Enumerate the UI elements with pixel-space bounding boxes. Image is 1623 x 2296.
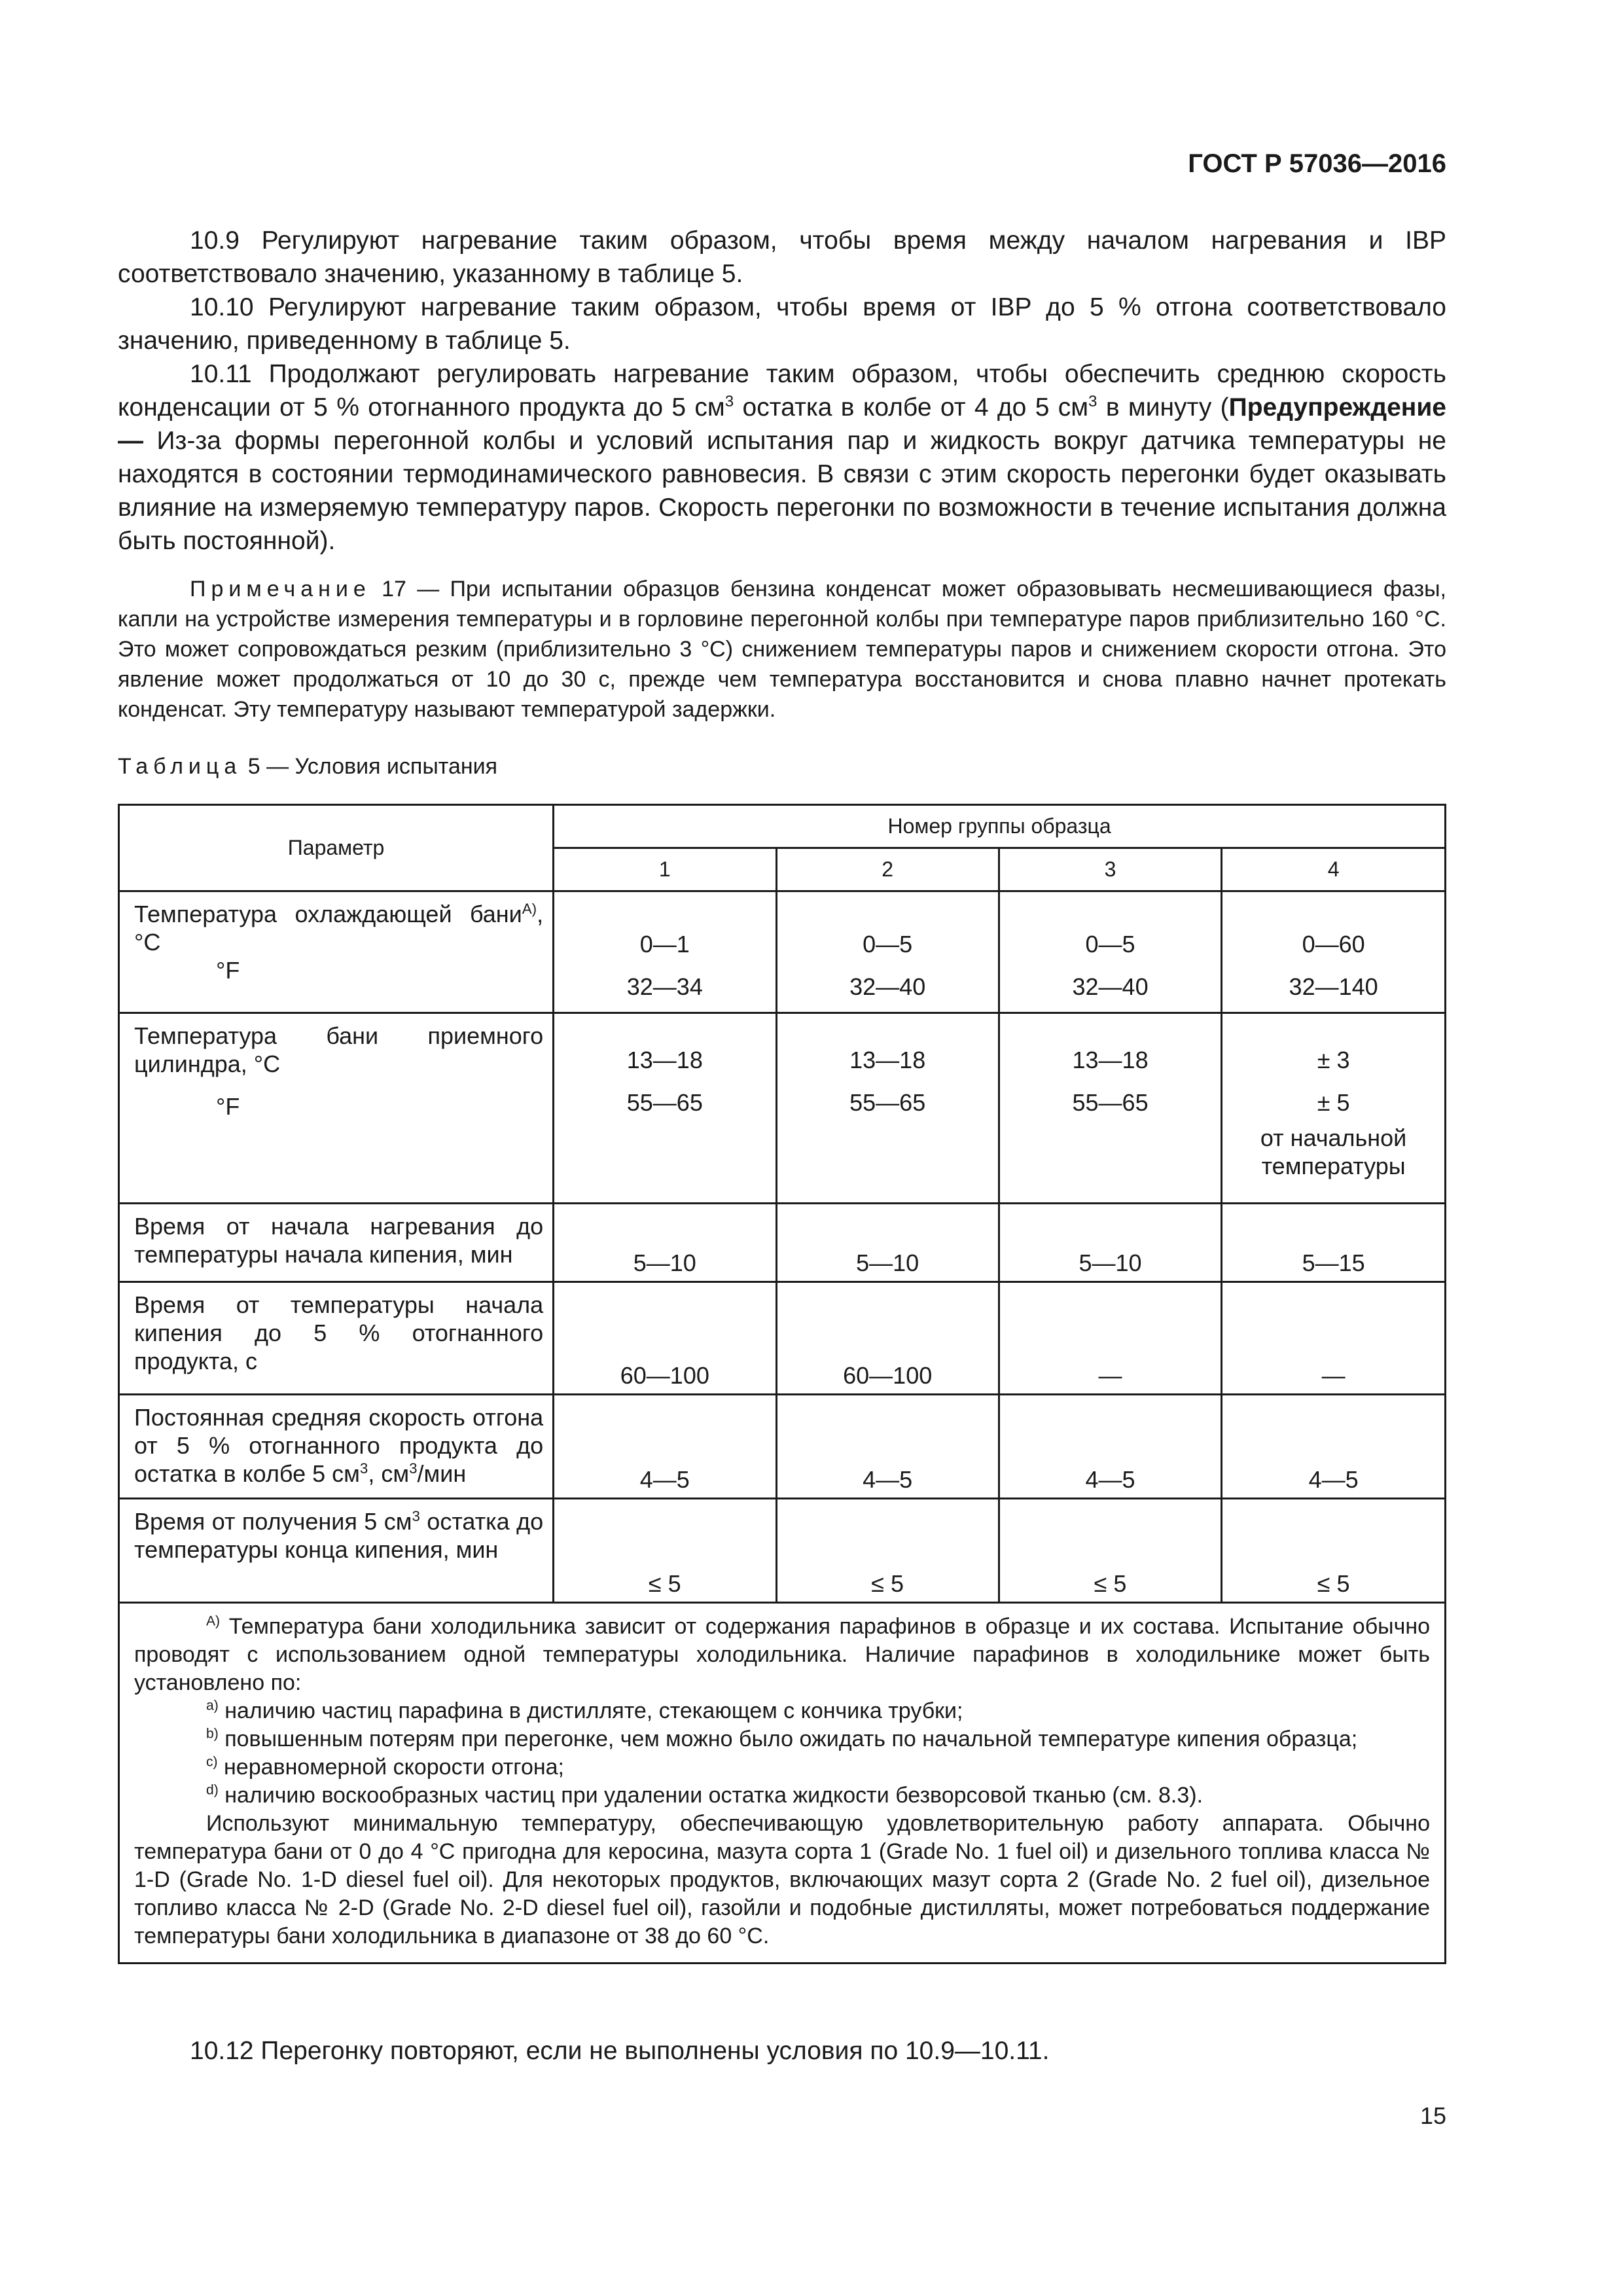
row-label: Время от температуры начала кипения до 5 % отогнанного продукта, с — [119, 1282, 554, 1395]
footnote-item: $^{c)}$ неравномерной скорости отгона; — [206, 1754, 565, 1780]
table-cell: 5—10 — [776, 1204, 999, 1282]
table-cell: 0—1 32—34 — [554, 891, 776, 1013]
table-cell: 60—100 — [554, 1282, 776, 1395]
table-cell: 0—5 32—40 — [999, 891, 1221, 1013]
table-row — [119, 891, 1446, 1013]
table-cell: 5—10 — [554, 1204, 776, 1282]
table-footnote-row — [119, 1603, 1446, 1964]
table-caption: Таблица 5 — Условия испытания — [118, 754, 498, 779]
table-cell: 4—5 — [554, 1395, 776, 1499]
row-label: Время от начала нагревания до температуры начала кипения, мин — [119, 1204, 554, 1282]
table-cell: — — [999, 1282, 1221, 1395]
table-row — [119, 1395, 1446, 1499]
table-cell: 4—5 — [776, 1395, 999, 1499]
row-label: Постоянная средняя скорость отгона от 5 % отогнанного продукта до остатка в колбе 5 $см^3$, $см^3$/мин — [119, 1395, 554, 1499]
table-row — [119, 1204, 1446, 1282]
test-conditions-table — [118, 804, 1446, 1964]
note-17: Примечание 17 — При испытании образцов бензина конденсат может образовывать несмешивающиеся фазы, капли на устройстве измерения температуры и в горловине перегонной колбы при температуре паров приблизительно 160 °С. Это может сопровождаться резким (приблизительно 3 °С) снижением температуры паров и снижением скорости отгона. Это явление может продолжаться от 10 до 30 с, прежде чем температура восстановится и снова плавно начнет протекать конденсат. Эту температуру называют температурой задержки. — [118, 577, 1446, 722]
table-cell: 60—100 — [776, 1282, 999, 1395]
paragraph-10-10: 10.10 Регулируют нагревание таким образом, чтобы время от IBP до 5 % отгона соответствовало значению, приведенному в таблице 5. — [118, 293, 1446, 355]
group-number: 3 — [999, 848, 1221, 891]
row-label: Температура бани приемного цилиндра, °С °F — [119, 1013, 554, 1204]
footnote-item: $^{b)}$ повышенным потерям при перегонке, чем можно было ожидать по начальной температуре кипения образца; — [206, 1726, 1358, 1751]
table-cell: 0—60 32—140 — [1222, 891, 1446, 1013]
table-cell: 13—18 55—65 — [776, 1013, 999, 1204]
table-cell: 13—18 55—65 — [554, 1013, 776, 1204]
table-cell: ≤ 5 — [554, 1499, 776, 1603]
table-row — [119, 1499, 1446, 1603]
document-code: ГОСТ Р 57036—2016 — [1188, 149, 1446, 178]
group-number: 4 — [1222, 848, 1446, 891]
table-row — [119, 1282, 1446, 1395]
table-cell: 4—5 — [999, 1395, 1221, 1499]
paragraph-10-11: 10.11 Продолжают регулировать нагревание таким образом, чтобы обеспечить среднюю скорость конденсации от 5 % отогнанного продукта до 5 $см^3$ остатка в колбе от 4 до 5 $см^3$ в минуту (Предупреждение — Из-за формы перегонной колбы и условий испытания пар и жидкость вокруг датчика температуры не находятся в состоянии термодинамического равновесия. В связи с этим скорость перегонки будет оказывать влияние на измеряемую температуру паров. Скорость перегонки по возможности в течение испытания должна быть постоянной). — [118, 360, 1446, 555]
footnote-item: $^{d)}$ наличию воскообразных частиц при удалении остатка жидкости безворсовой тканью (см. 8.3). — [206, 1782, 1204, 1808]
footnote-a: $^{А)}$ Температура бани холодильника зависит от содержания парафинов в образце и их состава. Испытание обычно проводят с использованием одной температуры холодильника. Наличие парафинов в холодильнике может быть установлено по: — [134, 1613, 1430, 1695]
paragraph-10-12: 10.12 Перегонку повторяют, если не выполнены условия по 10.9—10.11. — [190, 2037, 1050, 2065]
table-cell: 5—10 — [999, 1204, 1221, 1282]
paragraph-10-9: 10.9 Регулируют нагревание таким образом, чтобы время между началом нагревания и IBP соответствовало значению, указанному в таблице 5. — [118, 226, 1446, 288]
row-label: Время от получения 5 $см^3$ остатка до температуры конца кипения, мин — [119, 1499, 554, 1603]
footnote-item: $^{а)}$ наличию частиц парафина в дистилляте, стекающем с кончика трубки; — [206, 1698, 963, 1723]
column-header-group: Номер группы образца — [554, 805, 1446, 848]
table-cell: 4—5 — [1222, 1395, 1446, 1499]
column-header-parameter: Параметр — [119, 805, 554, 891]
body-paragraphs — [118, 224, 1446, 558]
group-number: 2 — [776, 848, 999, 891]
table-footnote — [119, 1603, 1446, 1964]
table-header-row — [119, 805, 1446, 848]
table-cell: ≤ 5 — [776, 1499, 999, 1603]
table-cell: ≤ 5 — [999, 1499, 1221, 1603]
row-label: Температура охлаждающей бани$^{А)}$, °С °F — [119, 891, 554, 1013]
page-number: 15 — [1419, 2102, 1446, 2129]
footnote-closing: Используют минимальную температуру, обеспечивающую удовлетворительную работу аппарата. Обычно температура бани от 0 до 4 °С пригодна для керосина, мазута сорта 1 (Grade No. 1 fuel oil) и дизельного топлива класса № 1-D (Grade No. 1-D diesel fuel oil). Для некоторых продуктов, включающих мазут сорта 2 (Grade No. 2 fuel oil), дизельное топливо класса № 2-D (Grade No. 2-D diesel fuel oil), газойли и подобные дистилляты, может потребоваться поддержание температуры бани холодильника в диапазоне от 38 до 60 °С. — [134, 1811, 1430, 1948]
table-cell: ± 3 ± 5 от начальной температуры — [1222, 1013, 1446, 1204]
table-cell: — — [1222, 1282, 1446, 1395]
table-cell: ≤ 5 — [1222, 1499, 1446, 1603]
table-cell: 5—15 — [1222, 1204, 1446, 1282]
note-label: Примечание — [190, 577, 371, 601]
table-cell: 13—18 55—65 — [999, 1013, 1221, 1204]
warning-label: Предупреждение — — [118, 393, 1446, 455]
table-cell: 0—5 32—40 — [776, 891, 999, 1013]
table-row — [119, 1013, 1446, 1204]
group-number: 1 — [554, 848, 776, 891]
